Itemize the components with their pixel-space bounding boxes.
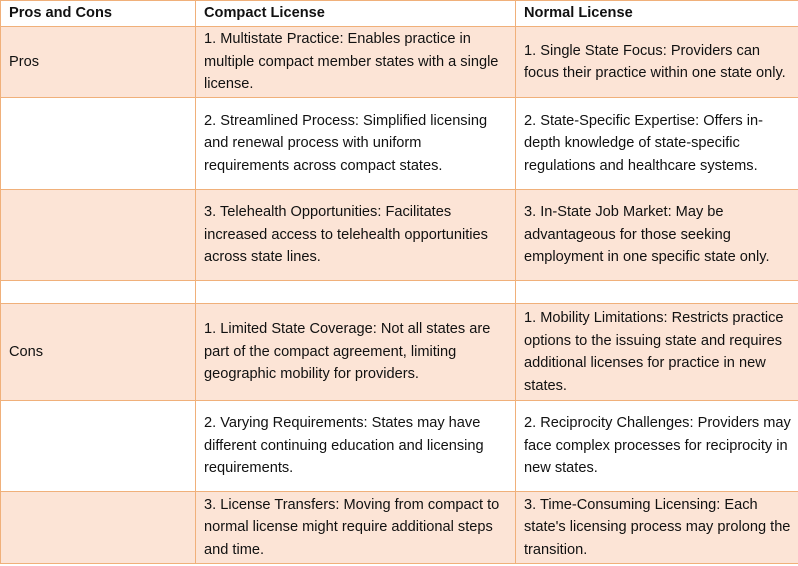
row-label	[1, 190, 196, 281]
table-row	[1, 492, 798, 564]
compact-cell: 1. Limited State Coverage: Not all states are part of the compact agreement, limiting geographic mobility for providers.	[196, 304, 516, 401]
table-row	[1, 304, 798, 401]
compact-cell: 3. License Transfers: Moving from compact to normal license might require additional steps and time.	[196, 492, 516, 564]
spacer-cell	[1, 281, 196, 304]
compact-cell: 3. Telehealth Opportunities: Facilitates increased access to telehealth opportunities across state lines.	[196, 190, 516, 281]
compact-cell: 2. Varying Requirements: States may have different continuing education and licensing requirements.	[196, 401, 516, 492]
table-row	[1, 98, 798, 190]
spacer-cell	[516, 281, 798, 304]
normal-cell: 2. Reciprocity Challenges: Providers may face complex processes for reciprocity in new states.	[516, 401, 798, 492]
row-label	[1, 98, 196, 190]
header-compact-license: Compact License	[196, 1, 516, 27]
compact-cell: 2. Streamlined Process: Simplified licensing and renewal process with uniform requirements across compact states.	[196, 98, 516, 190]
row-label-cons: Cons	[1, 304, 196, 401]
header-row	[1, 1, 798, 27]
table-row	[1, 27, 798, 98]
row-label	[1, 401, 196, 492]
row-label	[1, 492, 196, 564]
header-pros-and-cons: Pros and Cons	[1, 1, 196, 27]
table-row	[1, 190, 798, 281]
spacer-cell	[196, 281, 516, 304]
row-label-pros: Pros	[1, 27, 196, 98]
normal-cell: 1. Mobility Limitations: Restricts practice options to the issuing state and requires additional licenses for practice in new states.	[516, 304, 798, 401]
normal-cell: 2. State-Specific Expertise: Offers in-depth knowledge of state-specific regulations and healthcare systems.	[516, 98, 798, 190]
table-row	[1, 401, 798, 492]
normal-cell: 1. Single State Focus: Providers can focus their practice within one state only.	[516, 27, 798, 98]
normal-cell: 3. In-State Job Market: May be advantageous for those seeking employment in one specific state only.	[516, 190, 798, 281]
compact-cell: 1. Multistate Practice: Enables practice in multiple compact member states with a single license.	[196, 27, 516, 98]
spacer-row	[1, 281, 798, 304]
normal-cell: 3. Time-Consuming Licensing: Each state's licensing process may prolong the transition.	[516, 492, 798, 564]
header-normal-license: Normal License	[516, 1, 798, 27]
